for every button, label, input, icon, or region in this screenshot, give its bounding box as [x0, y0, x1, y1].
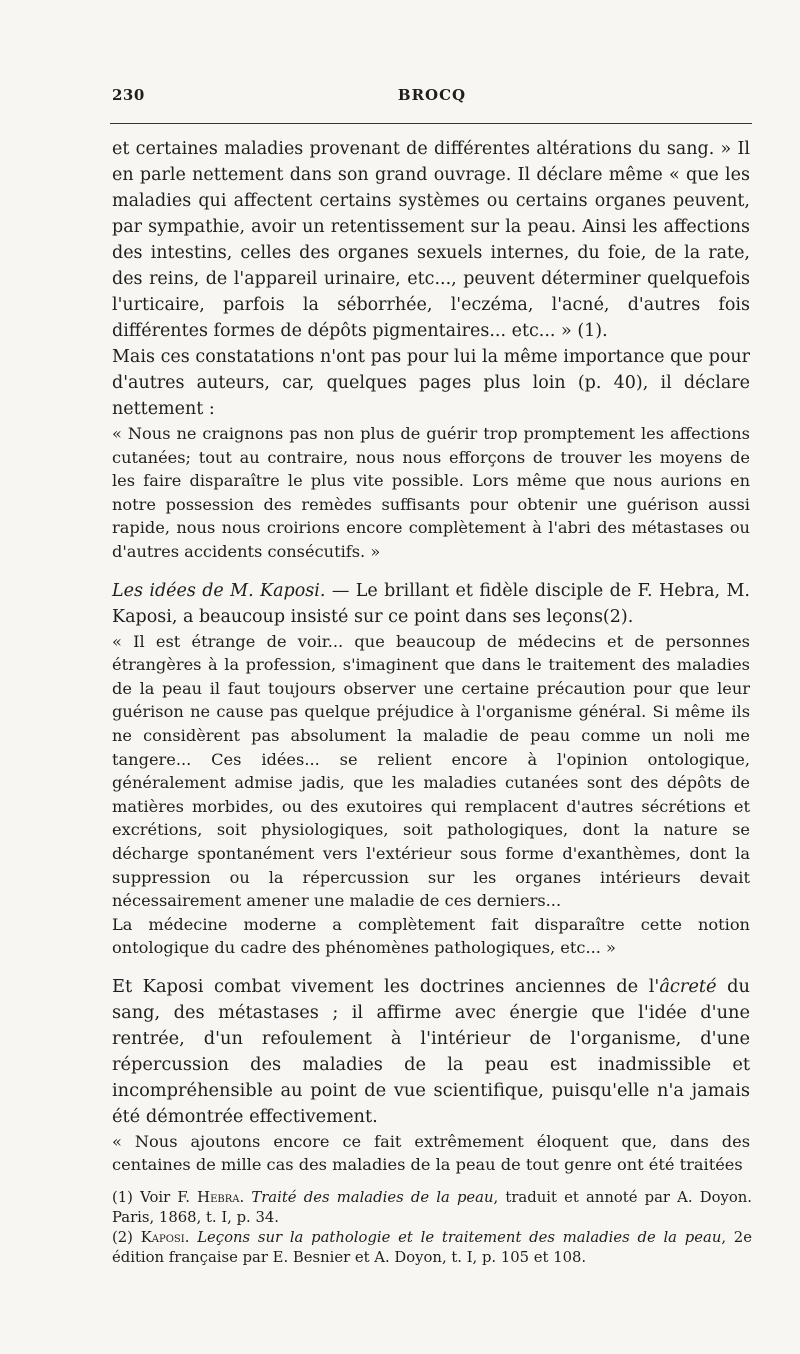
- footnote-author: Hebra: [197, 1189, 240, 1206]
- footnote-1: [112, 1188, 752, 1228]
- footnote-author: Kaposi: [140, 1229, 185, 1246]
- footnote-text: , traduit et annoté par A. Doyon. Paris, 1868, t. I, p. 34.: [112, 1189, 752, 1226]
- paragraph-text: du sang, des métastases ; il affirme avec énergie que l'idée d'une rentrée, d'un refoulement à l'intérieur de l'organisme, d'une répercussion des maladies de la peau est inadmissible et incompréhensible au point de vue scientifique, puisqu'elle n'a jamais été démontrée effectivement.: [112, 975, 750, 1127]
- paragraph-text: Et Kaposi combat vivement les doctrines anciennes de l': [112, 975, 660, 997]
- footnote-title: Traité des maladies de la peau: [251, 1189, 494, 1206]
- section-heading: Les idées de M. Kaposi.: [112, 580, 326, 601]
- paragraph-text: — Le brillant et fidèle disciple de F. Hebra, M. Kaposi, a beaucoup insisté sur ce point dans ses leçons(2).: [112, 580, 750, 627]
- footnotes: [112, 1188, 752, 1268]
- footnote-text: .: [184, 1229, 198, 1246]
- paragraph: Mais ces constatations n'ont pas pour lui la même importance que pour d'autres auteurs, car, quelques pages plus loin (p. 40), il déclare nettement :: [112, 347, 750, 419]
- footnote-text: (2): [112, 1229, 141, 1246]
- footnote-text: .: [239, 1189, 252, 1206]
- footnote-2: [112, 1228, 752, 1268]
- paragraph: et certaines maladies provenant de différentes altérations du sang. » Il en parle nettement dans son grand ouvrage. Il déclare même « que les maladies qui affectent certains systèmes ou certains organes peuvent, par sympathie, avoir un retentissement sur la peau. Ainsi les affections des intestins, celles des organes sexuels internes, du foie, de la rate, des reins, de l'appareil urinaire, etc..., peuvent déterminer quelquefois l'urticaire, parfois la séborrhée, l'eczéma, l'acné, d'autres fois différentes formes de dépôts pigmentaires... etc... » (1).: [112, 139, 750, 341]
- footnote-text: (1) Voir F.: [112, 1189, 198, 1206]
- footnote-title: Leçons sur la pathologie et le traitement des maladies de la peau: [197, 1229, 722, 1246]
- page-header: [112, 86, 752, 114]
- page-number: 230: [112, 86, 145, 104]
- footnote-text: , 2e édition française par E. Besnier et A. Doyon, t. I, p. 105 et 108.: [112, 1229, 752, 1266]
- block-quote: « Il est étrange de voir... que beaucoup de médecins et de personnes étrangères à la profession, s'imaginent que dans le traitement des maladies de la peau il faut toujours observer une certaine précaution pour que leur guérison ne cause pas quelque préjudice à l'organisme général. Si même ils ne considèrent pas absolument la maladie de peau comme un noli me tangere... Ces idées... se relient encore à l'opinion ontologique, généralement admise jadis, que les maladies cutanées sont des dépôts de matières morbides, ou des exutoires qui remplacent d'autres sécrétions et excrétions, soit physiologiques, soit pathologiques, dont la nature se décharge spontanément vers l'extérieur sous forme d'exanthèmes, dont la suppression ou la répercussion sur les organes intérieurs devait nécessairement amener une maladie de ces derniers...: [112, 631, 750, 911]
- block-quote-continued: La médecine moderne a complètement fait disparaître cette notion ontologique du cadre des phénomènes pathologiques, etc... »: [112, 914, 750, 958]
- paragraph: [112, 974, 750, 1130]
- block-quote: « Nous ajoutons encore ce fait extrêmement éloquent que, dans des centaines de mille cas des maladies de la peau de tout genre ont été traitées: [112, 1131, 750, 1175]
- main-text: [112, 136, 750, 1177]
- paragraph-with-heading: [112, 578, 750, 630]
- header-rule: [110, 123, 752, 124]
- emphasis: âcreté: [659, 975, 717, 997]
- running-title: BROCQ: [397, 86, 467, 104]
- block-quote: « Nous ne craignons pas non plus de guérir trop promptement les affections cutanées; tout au contraire, nous nous efforçons de trouver les moyens de les faire disparaître le plus vite possible. Lors même que nous aurions en notre possession des remèdes suffisants pour obtenir une guérison aussi rapide, nous nous croirions encore complètement à l'abri des métastases ou d'autres accidents consécutifs. »: [112, 424, 750, 561]
